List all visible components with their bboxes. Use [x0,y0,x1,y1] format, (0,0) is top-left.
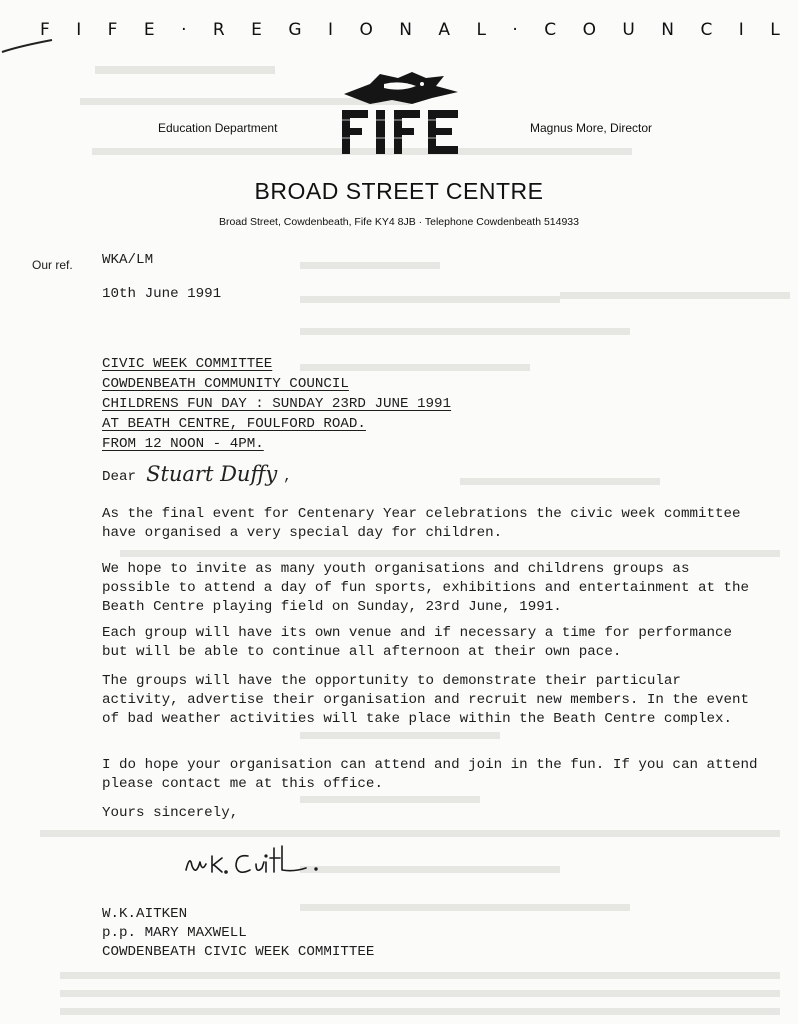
pen-stroke-mark [0,36,60,56]
council-name [40,20,780,40]
centre-address: Broad Street, Cowdenbeath, Fife KY4 8JB · Telephone Cowdenbeath 514933 [219,216,579,228]
council-letter: C [700,20,713,40]
body-paragraph: As the final event for Centenary Year celebrations the civic week committee have organised a very special day for children. [102,506,741,541]
council-letter: I [76,20,82,40]
council-letter: G [288,20,302,40]
council-letter: I [738,20,744,40]
signatory-name: W.K.AITKEN [102,906,188,922]
council-letter: O [359,20,373,40]
subject-line: CHILDRENS FUN DAY : SUNDAY 23RD JUNE 1991 [102,396,452,412]
council-letter: U [622,20,635,40]
council-letter: N [661,20,675,40]
council-letter: L [770,20,780,40]
closing-phrase: Yours sincerely, [102,805,239,821]
subject-line: COWDENBEATH COMMUNITY COUNCIL [102,376,349,392]
council-separator: · [512,20,518,40]
council-letter: C [544,20,557,40]
salutation-greeting: Dear [102,469,137,485]
council-letter: E [143,20,155,40]
fife-crest-logo [340,70,462,158]
council-letter: R [212,20,225,40]
signature-block [102,905,374,962]
council-letter: F [40,20,50,40]
director-name: Magnus More, Director [530,121,653,135]
council-letter: L [476,20,486,40]
centre-title: BROAD STREET CENTRE [254,178,544,204]
reference-value: WKA/LM [102,252,154,268]
salutation [102,464,292,485]
handwritten-recipient-name: Stuart Duffy [146,462,278,486]
handwritten-signature [182,836,352,880]
reference-label: Our ref. [32,258,73,272]
council-letter: I [327,20,333,40]
subject-line: CIVIC WEEK COMMITTEE [102,356,273,372]
council-letter: N [399,20,412,40]
council-letter: A [438,20,451,40]
subject-block [102,354,451,454]
body-paragraph: I do hope your organisation can attend and join in the fun. If you can attend please contact me at this office. [102,757,758,792]
council-letter: F [107,20,118,40]
council-separator: · [181,20,187,40]
subject-line: AT BEATH CENTRE, FOULFORD ROAD. [102,416,366,432]
body-paragraph: The groups will have the opportunity to demonstrate their particular activity, advertise their organisation and recruit new members. In the event of bad weather activities will take place within the Beath Centre complex. [102,673,750,727]
council-letter: O [582,20,596,40]
signatory-on-behalf: p.p. MARY MAXWELL [102,925,247,941]
body-paragraph: We hope to invite as many youth organisations and childrens groups as possible to attend a day of fun sports, exhibitions and entertainment at the Beath Centre playing field on Sunday, 23rd June, 1991. [102,561,750,615]
salutation-punctuation: , [283,469,292,485]
subject-line: FROM 12 NOON - 4PM. [102,436,264,452]
signatory-organisation: COWDENBEATH CIVIC WEEK COMMITTEE [102,944,375,960]
department-name: Education Department [158,121,278,135]
letter-date: 10th June 1991 [102,286,222,302]
council-letter: E [251,20,262,40]
body-paragraph: Each group will have its own venue and if necessary a time for performance but will be able to continue all afternoon at their own pace. [102,625,733,660]
